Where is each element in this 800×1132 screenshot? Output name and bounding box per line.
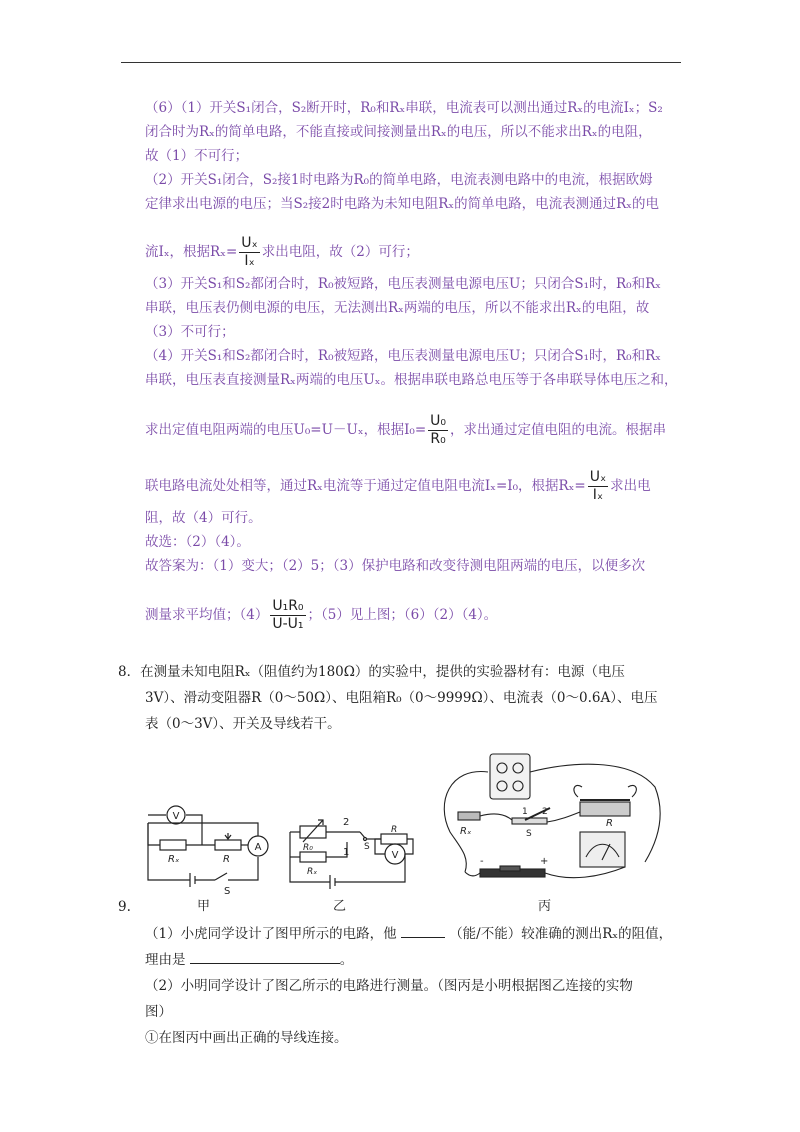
solution-line bbox=[145, 594, 685, 636]
fraction-answer: $\frac{\text{U₁R₀}}{\text{U-U₁}}$ bbox=[272, 598, 304, 632]
solution-line: 阻，故（4）可行。 bbox=[145, 510, 262, 526]
fig-bing-label-r: R bbox=[606, 818, 613, 829]
solution-text: 求出定值电阻两端的电压U₀=U－Uₓ，根据I₀= bbox=[145, 422, 427, 438]
solution-line: 串联，电压表仍侧电源的电压，无法测出Rₓ两端的电压，所以不能求出Rₓ的电阻，故 bbox=[145, 300, 650, 316]
solution-text: ；（5）见上图；（6）（2）（4）。 bbox=[307, 607, 498, 623]
fig-bing-label-plus: + bbox=[540, 856, 549, 867]
q9-line bbox=[145, 922, 672, 942]
solution-text: 流Iₓ，根据Rₓ= bbox=[145, 244, 238, 260]
fig-bing-caption: 丙 bbox=[538, 899, 552, 914]
q9-line: ①在图丙中画出正确的导线连接。 bbox=[145, 1030, 348, 1046]
q9-line: （2）小明同学设计了图乙所示的电路进行测量。（图丙是小明根据图乙连接的实物 bbox=[145, 978, 633, 994]
fig-bing-label-1: 1 bbox=[522, 807, 528, 817]
solution-text: 求出电阻，故（2）可行； bbox=[261, 244, 419, 260]
q9-line bbox=[145, 948, 353, 968]
solution-line: 故选：（2）（4）。 bbox=[145, 534, 250, 550]
fig-bing-label-minus: - bbox=[480, 856, 484, 867]
solution-text: 联电路电流处处相等，通过Rₓ电流等于通过定值电阻电流Iₓ=I₀，根据Rₓ= bbox=[145, 478, 586, 494]
q8-line: 8．在测量未知电阻Rₓ（阻值约为180Ω）的实验中，提供的实验器材有：电源（电压 bbox=[118, 664, 625, 680]
fig-bing-label-rx: Rₓ bbox=[460, 826, 472, 837]
solution-line: 故（1）不可行； bbox=[145, 148, 249, 164]
q9-text: （能/不能）较准确的测出Rₓ的阻值， bbox=[449, 926, 673, 942]
q8-line: 表（0～3V）、开关及导线若干。 bbox=[145, 716, 341, 732]
fig-jia-label-a: A bbox=[254, 842, 262, 853]
fig-bing-label-s: S bbox=[526, 829, 532, 839]
fig-yi-label-r0: R₀ bbox=[303, 843, 313, 853]
fraction-ux-ix: $\frac{\text{Uₓ}}{\text{Iₓ}}$ bbox=[241, 235, 258, 269]
fig-yi-label-1: 1 bbox=[343, 847, 350, 858]
fraction-u0-r0: $\frac{\text{U₀}}{\text{R₀}}$ bbox=[430, 413, 446, 447]
solution-text: 求出电 bbox=[610, 478, 651, 494]
fig-bing-label-2: 2 bbox=[542, 807, 548, 817]
fig-yi-label-v: V bbox=[391, 850, 399, 861]
answer-blank-reason[interactable] bbox=[190, 949, 340, 964]
solution-line bbox=[145, 232, 685, 272]
solution-line bbox=[145, 410, 685, 450]
q9-text: 理由是 bbox=[145, 952, 186, 968]
fig-jia-label-r: R bbox=[223, 854, 230, 865]
solution-line: （6）（1）开关S₁闭合，S₂断开时，R₀和Rₓ串联，电流表可以测出通过Rₓ的电流Iₓ；S₂ bbox=[145, 100, 663, 116]
solution-line bbox=[145, 466, 685, 506]
solution-line: 闭合时为Rₓ的简单电路，不能直接或间接测量出Rₓ的电压，所以不能求出Rₓ的电阻， bbox=[145, 124, 652, 140]
solution-line: 故答案为：（1）变大；（2）5；（3）保护电路和改变待测电阻两端的电压，以便多次 bbox=[145, 558, 646, 574]
circuit-figure-jia bbox=[140, 805, 275, 897]
circuit-figure-yi bbox=[285, 812, 415, 890]
solution-line: （4）开关S₁和S₂都闭合时，R₀被短路，电压表测量电源电压U；只闭合S₁时，R₀和Rₓ bbox=[145, 348, 661, 364]
solution-line: 定律求出电源的电压；当S₂接2时电路为未知电阻Rₓ的简单电路，电流表测通过Rₓ的电 bbox=[145, 196, 660, 212]
q9-text: （1）小虎同学设计了图甲所示的电路，他 bbox=[145, 926, 397, 942]
fig-jia-label-v: V bbox=[172, 811, 180, 822]
fig-jia-caption: 甲 bbox=[197, 899, 211, 914]
solution-text: ，求出通过定值电阻的电流。根据串 bbox=[450, 422, 666, 438]
q8-line: 3V）、滑动变阻器R（0～50Ω）、电阻箱R₀（0～9999Ω）、电流表（0～0.6A）、电压 bbox=[145, 690, 658, 706]
fig-jia-label-rx: Rₓ bbox=[168, 854, 180, 865]
fig-jia-label-s: S bbox=[224, 886, 231, 897]
fraction-ux-ix-2: $\frac{\text{Uₓ}}{\text{Iₓ}}$ bbox=[589, 469, 607, 503]
answer-blank-can-cannot[interactable] bbox=[401, 923, 445, 938]
apparatus-figure-bing bbox=[430, 742, 670, 892]
fig-yi-label-rx: Rₓ bbox=[307, 867, 318, 877]
q9-text: 。 bbox=[339, 952, 354, 968]
q9-number: 9. bbox=[118, 899, 131, 915]
solution-line: （3）不可行； bbox=[145, 324, 235, 340]
q9-line: 图） bbox=[145, 1004, 172, 1020]
solution-line: （2）开关S₁闭合，S₂接1时电路为R₀的简单电路，电流表测电路中的电流，根据欧姆 bbox=[145, 172, 653, 188]
fig-yi-label-r: R bbox=[391, 825, 398, 835]
solution-text: 测量求平均值；（4） bbox=[145, 607, 269, 623]
fig-yi-caption: 乙 bbox=[333, 899, 347, 914]
header-rule bbox=[121, 62, 681, 63]
solution-line: （3）开关S₁和S₂都闭合时，R₀被短路，电压表测量电源电压U；只闭合S₁时，R₀和Rₓ bbox=[145, 276, 661, 292]
solution-line: 串联，电压表直接测量Rₓ两端的电压Uₓ。根据串联电路总电压等于各串联导体电压之和， bbox=[145, 372, 678, 388]
fig-yi-label-s: S bbox=[364, 842, 370, 852]
fig-yi-label-2: 2 bbox=[343, 817, 350, 828]
